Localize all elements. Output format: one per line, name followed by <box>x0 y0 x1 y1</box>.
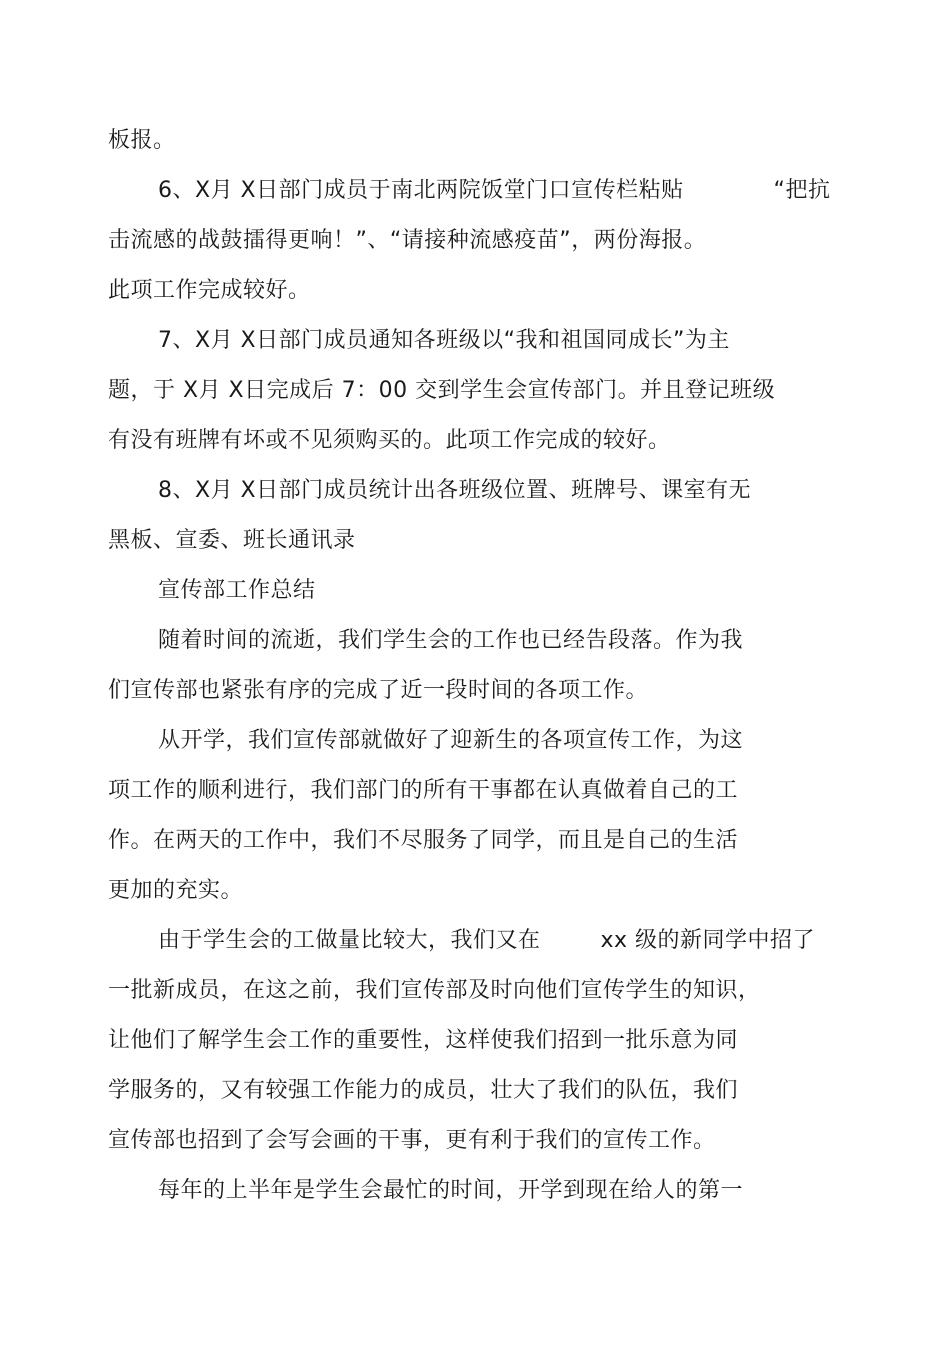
text-line: 宣传部也招到了会写会画的干事，更有利于我们的宣传工作。 <box>108 1128 716 1153</box>
text-line: 学服务的，又有较强工作能力的成员，壮大了我们的队伍，我们 <box>108 1078 739 1103</box>
text-line: 每年的上半年是学生会最忙的时间，开学到现在给人的第一 <box>158 1178 744 1203</box>
text-line: 黑板、宣委、班长通讯录 <box>108 528 356 553</box>
text-line: 击流感的战鼓擂得更响！”、“请接种流感疫苗”，两份海报。 <box>108 228 707 253</box>
text-line: 6、X月 X日部门成员于南北两院饭堂门口宣传栏粘贴 “把抗 <box>158 178 831 203</box>
text-line: 题，于 X月 X日完成后 7：00 交到学生会宣传部门。并且登记班级 <box>108 378 776 403</box>
text-line: 7、X月 X日部门成员通知各班级以“我和祖国同成长”为主 <box>158 328 730 353</box>
section-heading: 宣传部工作总结 <box>158 578 316 603</box>
text-line: 有没有班牌有坏或不见须购买的。此项工作完成的较好。 <box>108 428 671 453</box>
text-line: 板报。 <box>108 128 176 153</box>
text-line: 们宣传部也紧张有序的完成了近一段时间的各项工作。 <box>108 678 649 703</box>
text-line: 8、X月 X日部门成员统计出各班级位置、班牌号、课室有无 <box>158 478 752 503</box>
text-line: 此项工作完成较好。 <box>108 278 311 303</box>
text-line: 一批新成员，在这之前，我们宣传部及时向他们宣传学生的知识， <box>108 978 761 1003</box>
text-line: 更加的充实。 <box>108 878 244 903</box>
text-line: 作。在两天的工作中，我们不尽服务了同学，而且是自己的生活 <box>108 828 739 853</box>
text-line: 项工作的顺利进行，我们部门的所有干事都在认真做着自己的工 <box>108 778 739 803</box>
text-line: 让他们了解学生会工作的重要性，这样使我们招到一批乐意为同 <box>108 1028 739 1053</box>
text-line: 由于学生会的工做量比较大，我们又在 xx 级的新同学中招了 <box>158 928 815 953</box>
text-line: 从开学，我们宣传部就做好了迎新生的各项宣传工作，为这 <box>158 728 744 753</box>
text-line: 随着时间的流逝，我们学生会的工作也已经告段落。作为我 <box>158 628 744 653</box>
